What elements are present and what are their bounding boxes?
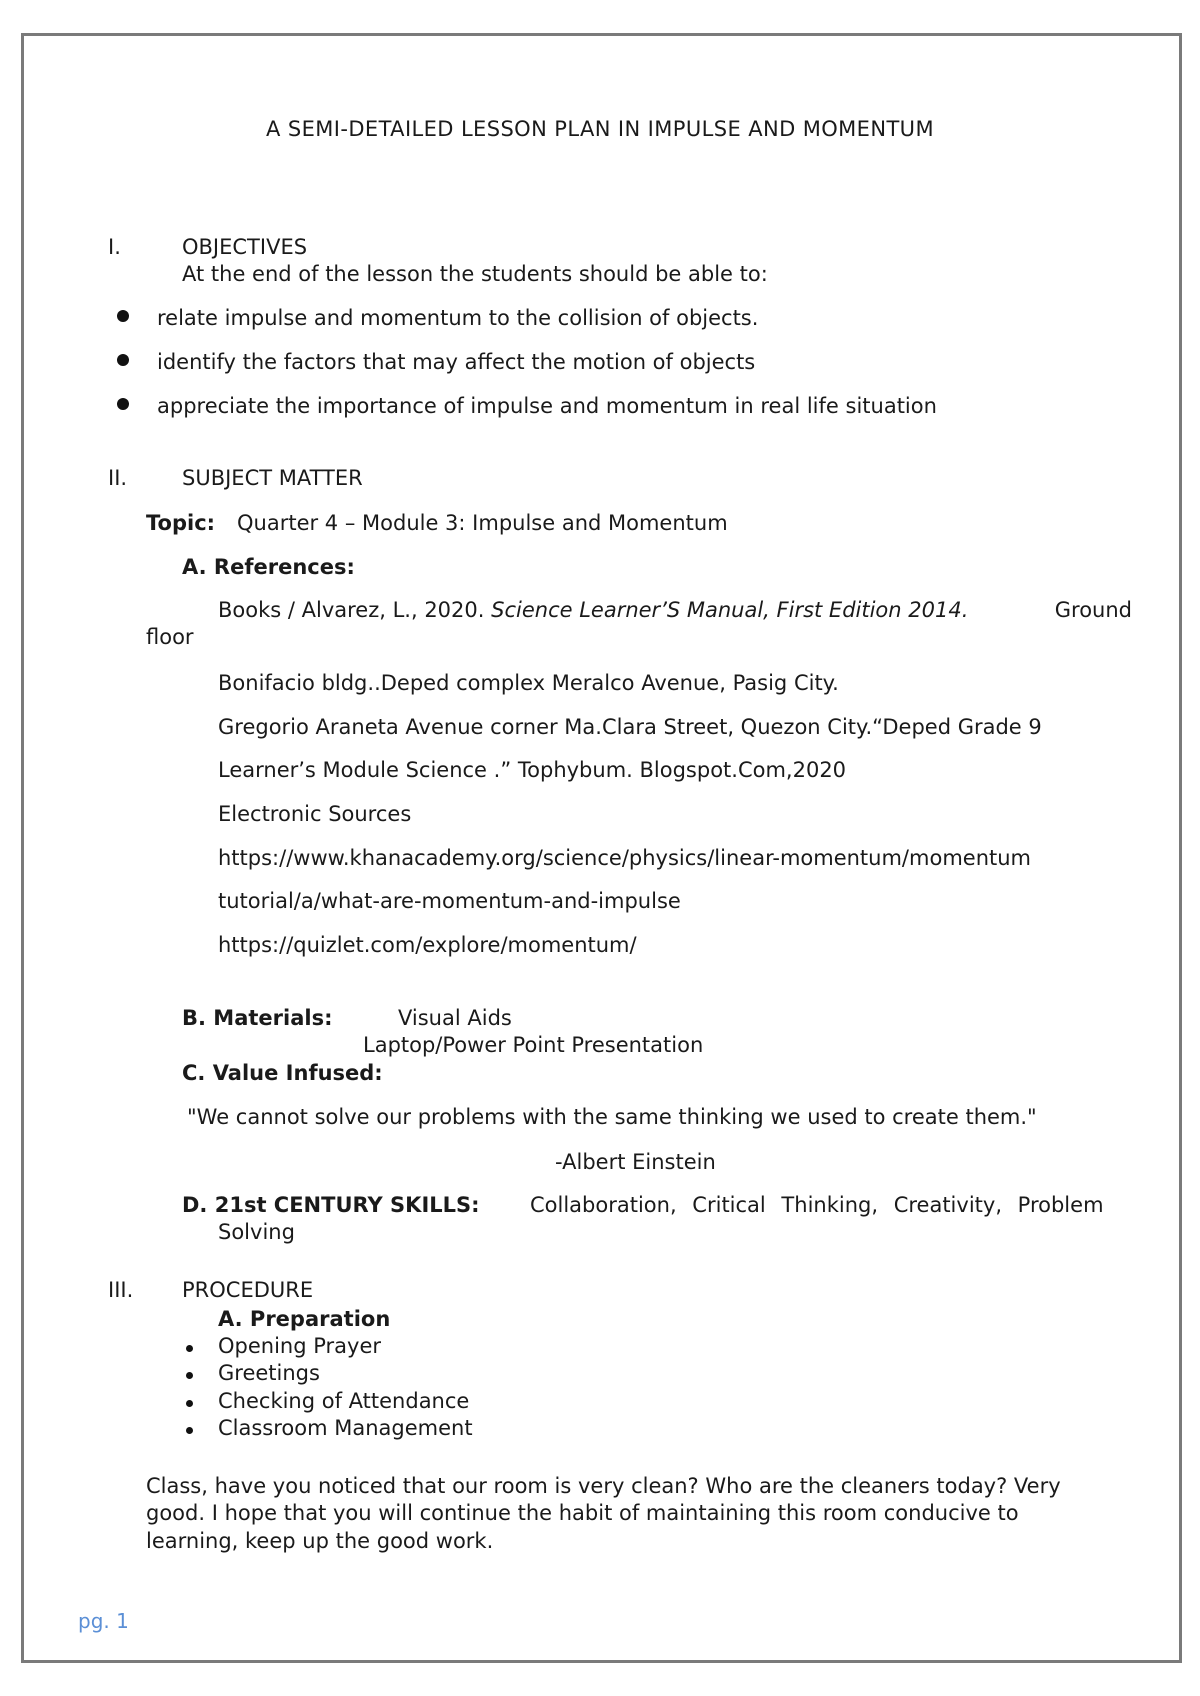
- paragraph-line: Class, have you noticed that our room is very clean? Who are the cleaners today? Very: [146, 1474, 1061, 1498]
- material-item: Laptop/Power Point Presentation: [363, 1033, 704, 1057]
- reference-link: https://www.khanacademy.org/science/physics/linear-momentum/momentum: [218, 846, 1032, 870]
- materials-label: B. Materials:: [182, 1006, 333, 1030]
- bullet-icon: [186, 1345, 193, 1352]
- bullet-icon: [117, 310, 129, 322]
- section-number-subject: II.: [108, 466, 128, 490]
- value-label: C. Value Infused:: [182, 1061, 383, 1085]
- objective-item: relate impulse and momentum to the collision of objects.: [157, 306, 759, 330]
- bullet-icon: [186, 1427, 193, 1434]
- bullet-icon: [186, 1372, 193, 1379]
- reference-suffix: Ground: [1054, 598, 1132, 622]
- reference-prefix: Books / Alvarez, L., 2020.: [218, 598, 492, 622]
- prep-item: Classroom Management: [218, 1416, 473, 1440]
- page-title: A SEMI-DETAILED LESSON PLAN IN IMPULSE AND MOMENTUM: [266, 117, 934, 141]
- reference-line: [218, 600, 968, 621]
- reference-wrap: floor: [146, 625, 194, 649]
- bullet-icon: [117, 398, 129, 410]
- paragraph-line: good. I hope that you will continue the habit of maintaining this room conducive to: [146, 1501, 1019, 1525]
- skills-line: [530, 1195, 1131, 1216]
- section-number-procedure: III.: [108, 1278, 134, 1302]
- topic-value: Quarter 4 – Module 3: Impulse and Momentum: [237, 511, 728, 535]
- reference-line: Gregorio Araneta Avenue corner Ma.Clara Street, Quezon City.“Deped Grade 9: [218, 715, 1042, 739]
- page-number: pg. 1: [78, 1609, 129, 1633]
- objective-item: appreciate the importance of impulse and momentum in real life situation: [157, 394, 937, 418]
- objectives-intro: At the end of the lesson the students should be able to:: [182, 262, 768, 286]
- skills-text: Collaboration, Critical Thinking, Creativity, Problem: [530, 1193, 1104, 1217]
- prep-item: Greetings: [218, 1361, 320, 1385]
- reference-line: Learner’s Module Science .” Tophybum. Blogspot.Com,2020: [218, 758, 847, 782]
- quote-author: -Albert Einstein: [555, 1150, 716, 1174]
- reference-link: https://quizlet.com/explore/momentum/: [218, 933, 637, 957]
- skills-wrap: Solving: [218, 1220, 295, 1244]
- bullet-icon: [186, 1400, 193, 1407]
- section-heading-objectives: OBJECTIVES: [182, 235, 308, 259]
- references-label: A. References:: [182, 555, 355, 579]
- paragraph-line: learning, keep up the good work.: [146, 1529, 494, 1553]
- section-heading-subject: SUBJECT MATTER: [182, 466, 363, 490]
- quote: "We cannot solve our problems with the same thinking we used to create them.": [187, 1105, 1037, 1129]
- prep-item: Opening Prayer: [218, 1334, 382, 1358]
- prep-item: Checking of Attendance: [218, 1389, 470, 1413]
- reference-link: tutorial/a/what-are-momentum-and-impulse: [218, 889, 681, 913]
- objective-item: identify the factors that may affect the motion of objects: [157, 350, 756, 374]
- reference-line: Electronic Sources: [218, 802, 412, 826]
- preparation-label: A. Preparation: [218, 1307, 391, 1331]
- section-heading-procedure: PROCEDURE: [182, 1278, 314, 1302]
- topic-label: Topic:: [146, 511, 216, 535]
- bullet-icon: [117, 354, 129, 366]
- material-item: Visual Aids: [398, 1006, 512, 1030]
- reference-line: Bonifacio bldg..Deped complex Meralco Avenue, Pasig City.: [218, 671, 839, 695]
- skills-label: D. 21st CENTURY SKILLS:: [182, 1193, 480, 1217]
- section-number-objectives: I.: [108, 235, 121, 259]
- reference-title: Science Learner’S Manual, First Edition 2014.: [491, 598, 969, 622]
